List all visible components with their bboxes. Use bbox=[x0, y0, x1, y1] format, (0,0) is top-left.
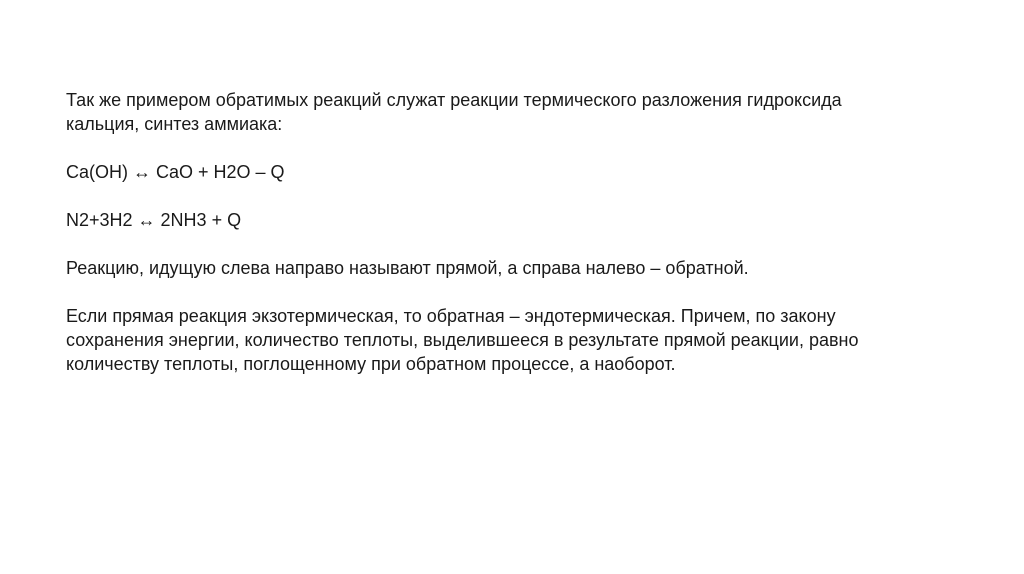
explanation-line-3: количеству теплоты, поглощенному при обратном процессе, а наоборот. bbox=[66, 354, 676, 374]
slide-text bbox=[66, 88, 966, 376]
intro-line-1: Так же примером обратимых реакций служат реакции термического разложения гидроксида bbox=[66, 90, 842, 110]
explanation-line-2: сохранения энергии, количество теплоты, выделившееся в результате прямой реакции, равно bbox=[66, 330, 859, 350]
equation-ammonia: N2+3H2 ↔ 2NH3 + Q bbox=[66, 210, 242, 230]
equation-calcium-hydroxide: Ca(OH) ↔ CaO + H2O – Q bbox=[66, 162, 285, 182]
intro-paragraph bbox=[66, 88, 966, 136]
definition-paragraph: Реакцию, идущую слева направо называют прямой, а справа налево – обратной. bbox=[66, 258, 749, 278]
explanation-paragraph bbox=[66, 304, 966, 376]
intro-line-2: кальция, синтез аммиака: bbox=[66, 114, 283, 134]
explanation-line-1: Если прямая реакция экзотермическая, то обратная – эндотермическая. Причем, по закону bbox=[66, 306, 836, 326]
